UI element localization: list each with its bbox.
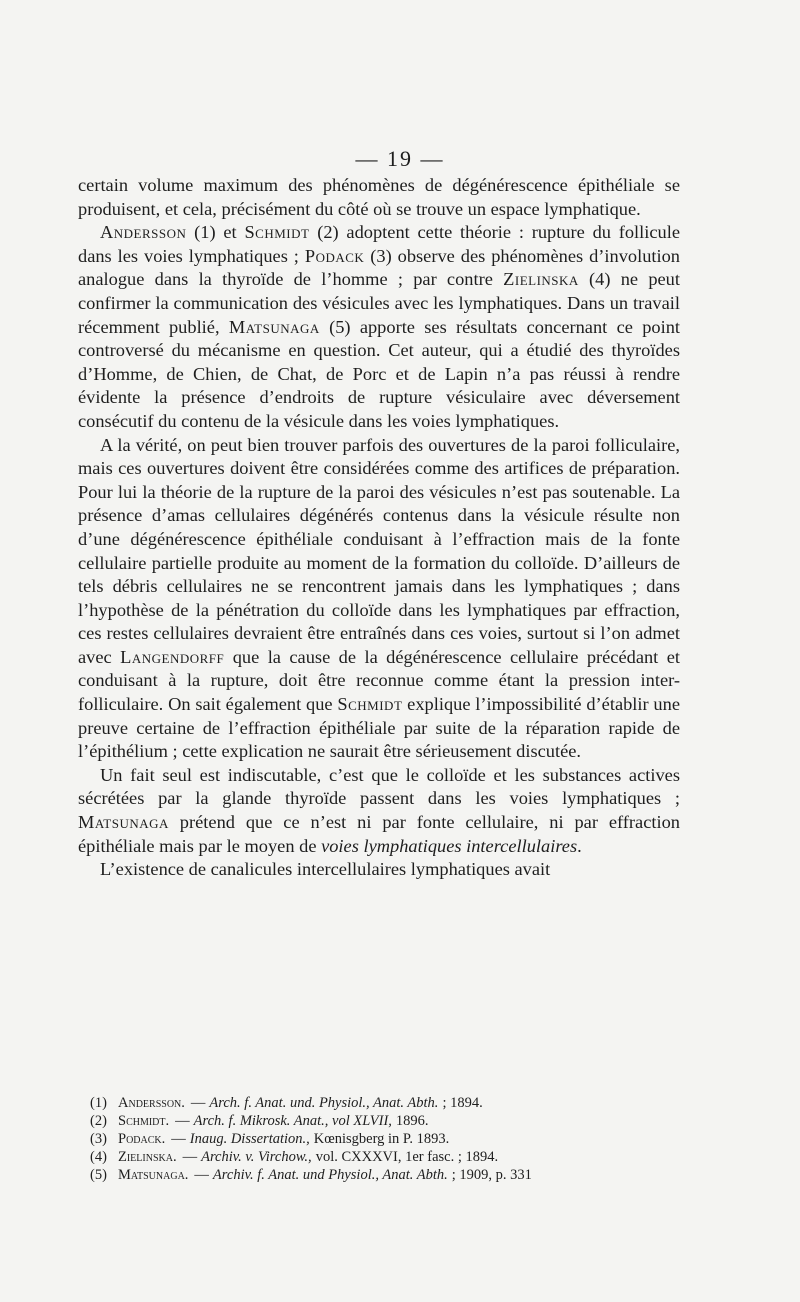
text-run: que la cause de la dégénérescence cellulaire précédant et conduisant à la rupture, doit être reconnue comme étant la pression inter-folliculaire. On sait également que — [78, 646, 680, 715]
footnote — [90, 1130, 692, 1148]
footnote-author: Schmidt. — [118, 1113, 170, 1129]
text-run: (1) et — [186, 222, 245, 243]
footnote-number: (5) — [90, 1167, 107, 1183]
author-name: Schmidt — [244, 222, 310, 243]
page-number: — 19 — — [355, 146, 445, 171]
footnote-details: ; 1909, p. 331 — [451, 1167, 532, 1183]
text-run: (2) adoptent cette théorie : rupture du follicule dans les voies lymphatiques ; — [78, 222, 681, 266]
footnote-number: (3) — [90, 1131, 107, 1147]
text-run: prétend que ce n’est ni par fonte cellulaire, ni par effraction épithéliale mais par le moyen de — [78, 812, 680, 856]
body-text — [78, 174, 680, 882]
text-run: (3) observe des phénomènes d’involution analogue dans la thyroïde de l’homme ; par contre — [78, 245, 681, 290]
footnote-details: 1896. — [395, 1113, 429, 1129]
footnote-author: Podack. — [118, 1131, 166, 1147]
footnote-separator: — — [175, 1113, 190, 1129]
footnote-number: (1) — [90, 1095, 107, 1111]
footnote — [90, 1148, 692, 1166]
text-run: explique l’impossibilité d’établir une preuve certaine de l’effraction épithéliale par suite de la réparation rapide de l’épithélium ; cette explication ne saurait être sérieusement discutée. — [78, 694, 680, 762]
footnotes — [90, 1094, 692, 1184]
footnote — [90, 1094, 692, 1112]
text-run: (4) ne peut confirmer la communication des vésicules avec les lymphatiques. Dans un travail récemment publié, — [78, 269, 680, 337]
author-name: Andersson — [100, 222, 187, 243]
paragraph-4 — [78, 764, 680, 858]
footnote-details: Kœnisgberg in P. 1893. — [313, 1131, 450, 1147]
author-name: Matsunaga — [228, 316, 320, 337]
paragraph-3 — [78, 434, 680, 764]
footnote-separator: — — [190, 1095, 206, 1111]
paragraph-5: L’existence de canalicules intercellulaires lymphatiques avait — [100, 859, 551, 880]
author-name: Matsunaga — [78, 812, 169, 833]
footnote-reference: Archiv. v. Virchow., — [201, 1149, 312, 1165]
footnote-reference: Arch. f. Mikrosk. Anat., vol XLVII, — [193, 1113, 392, 1129]
footnote-separator: — — [171, 1131, 186, 1147]
footnote-separator: — — [182, 1149, 198, 1165]
footnote-reference: Archiv. f. Anat. und Physiol., Anat. Abth. — [212, 1167, 448, 1183]
author-name: Langendorff — [120, 646, 225, 667]
footnote-number: (2) — [90, 1113, 107, 1129]
paragraph-1: certain volume maximum des phénomènes de dégénérescence épithéliale se produisent, et cela, précisément du côté où se trouve un espace lymphatique. — [78, 175, 680, 219]
author-name: Schmidt — [337, 694, 403, 715]
footnote-details: vol. CXXXVI, 1er fasc. ; 1894. — [315, 1149, 499, 1165]
footnote-number: (4) — [90, 1149, 107, 1165]
italic-term: voies lymphatiques intercellulaires — [321, 835, 578, 856]
footnote-reference: Arch. f. Anat. und. Physiol., Anat. Abth. — [209, 1095, 439, 1111]
text-run: (5) apporte ses résultats concernant ce point controversé du mécanisme en question. Cet auteur, qui a étudié des thyroïdes d’Homme, de Chien, de Chat, de Porc et de Lapin n’a pas réussi à rendre évidente la présence d’endroits de rupture vésiculaire avec déversement consécutif du contenu de la vésicule dans les voies lymphatiques. — [78, 316, 680, 431]
footnote-author: Andersson. — [118, 1095, 185, 1111]
footnote — [90, 1166, 692, 1184]
footnote-reference: Inaug. Dissertation., — [189, 1131, 310, 1147]
footnote-details: ; 1894. — [442, 1095, 483, 1111]
text-run: Un fait seul est indiscutable, c’est que le colloïde et les substances actives sécrétées par la glande thyroïde passent dans les voies lymphatiques ; — [78, 764, 680, 809]
footnote-separator: — — [194, 1167, 209, 1183]
footnote-author: Matsunaga. — [118, 1167, 189, 1183]
text-run: A la vérité, on peut bien trouver parfois des ouvertures de la paroi folliculaire, mais ces ouvertures doivent être considérées comme des artifices de préparation. Pour lui la théorie de la rupture de la paroi des vésicules n’est pas soutenable. La présence d’amas cellulaires dégénérés contenus dans la vésicule résulte non d’une dégénérescence épithéliale conduisant à l’effraction mais de la fonte cellulaire partielle produite au moment de la formation du colloïde. D’ailleurs de tels débris cellulaires ne se rencontrent jamais dans les lymphatiques ; dans l’hypothèse de la pénétration du colloïde dans les lymphatiques par effraction, ces restes cellulaires devraient être entraînés dans ces voies, surtout si l’on admet avec — [78, 434, 680, 667]
paragraph-2 — [78, 221, 680, 433]
footnote — [90, 1112, 692, 1130]
footnote-author: Zielinska. — [118, 1149, 177, 1165]
author-name: Zielinska — [503, 269, 579, 290]
author-name: Podack — [304, 245, 365, 266]
text-run: . — [577, 835, 582, 856]
